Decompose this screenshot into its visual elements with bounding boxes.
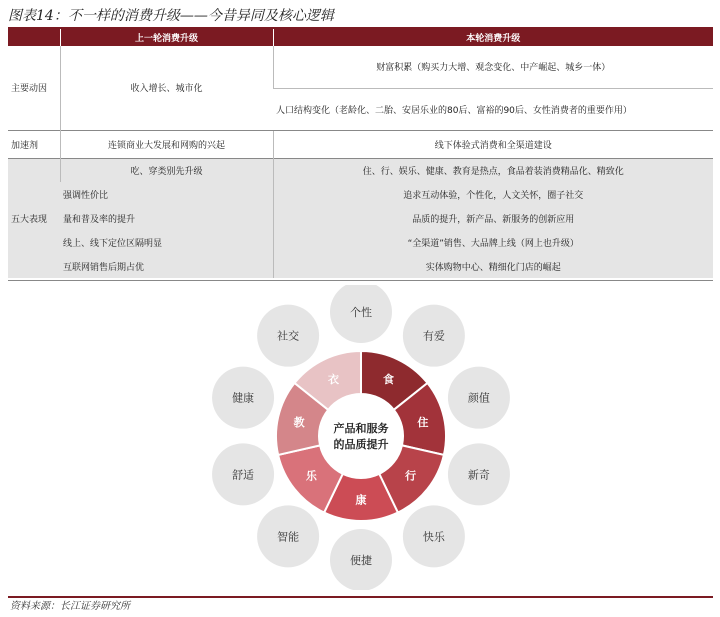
feature-prev: 线上、线下定位区隔明显: [60, 230, 273, 254]
center-text-line1: 产品和服务: [333, 422, 389, 435]
feature-prev: 强调性价比: [60, 182, 273, 206]
table-row: [8, 206, 713, 230]
row-label-features: 五大表现: [8, 158, 60, 278]
table-row: [8, 46, 713, 88]
outer-attribute-label: 新奇: [467, 468, 490, 482]
figure-title: 图表14：不一样的消费升级——今昔异同及核心逻辑: [8, 8, 334, 24]
ring-segment-label: 食: [383, 372, 395, 386]
ring-segment-label: 乐: [305, 469, 317, 483]
outer-attribute-label: 舒适: [232, 468, 255, 482]
feature-prev: 互联网销售后期占优: [60, 254, 273, 278]
outer-attribute-label: 有爱: [422, 329, 445, 343]
ring-segment-label: 衣: [327, 372, 339, 386]
table-row: [8, 130, 713, 158]
outer-attribute-label: 个性: [350, 306, 372, 319]
feature-curr: 实体购物中心、精细化门店的崛起: [273, 254, 713, 278]
row-label-driver: 主要动因: [8, 46, 60, 130]
row-label-accelerator: 加速剂: [8, 130, 60, 158]
quality-upgrade-diagram: [0, 285, 720, 590]
table-row: [8, 254, 713, 278]
driver-prev: 收入增长、城市化: [60, 46, 273, 130]
outer-attribute-label: 快乐: [422, 530, 445, 544]
accelerator-prev: 连锁商业大发展和网购的兴起: [60, 130, 273, 158]
outer-attribute-label: 颜值: [467, 391, 490, 405]
ring-segment-label: 住: [417, 415, 429, 429]
ring-segment-label: 行: [405, 469, 417, 483]
outer-attribute-label: 便捷: [350, 554, 372, 567]
table-row: [8, 182, 713, 206]
center-circle: [322, 397, 400, 475]
driver-curr-1: 财富积累（购买力大增、观念变化、中产崛起、城乡一体）: [273, 46, 713, 88]
outer-attribute-label: 社交: [277, 329, 300, 343]
accelerator-curr: 线下体验式消费和全渠道建设: [273, 130, 713, 158]
feature-curr: 追求互动体验，个性化，人文关怀，圈子社交: [273, 182, 713, 206]
driver-curr-2: 人口结构变化（老龄化、二胎、安居乐业的80后、富裕的90后、女性消费者的重要作用）: [273, 88, 713, 130]
header-blank: [8, 29, 60, 46]
source-note: 资料来源：长江证券研究所: [10, 601, 130, 612]
table-row: [8, 230, 713, 254]
ring-segment-label: 教: [293, 415, 305, 429]
feature-prev: 量和普及率的提升: [60, 206, 273, 230]
outer-attribute-label: 健康: [232, 391, 255, 405]
outer-attribute-label: 智能: [277, 530, 300, 544]
table-bottom-rule: [8, 280, 713, 281]
feature-curr: 住、行、娱乐、健康、教育是热点，食品着装消费精品化、精致化: [273, 158, 713, 182]
comparison-table: [8, 29, 713, 278]
feature-curr: “全渠道”销售、大品牌上线（网上也升级）: [273, 230, 713, 254]
feature-prev: 吃、穿类别先升级: [60, 158, 273, 182]
header-prev-round: 上一轮消费升级: [60, 29, 273, 46]
header-this-round: 本轮消费升级: [273, 29, 713, 46]
table-row: [8, 158, 713, 182]
center-text-line2: 的品质提升: [333, 438, 389, 451]
ring-segment-label: 康: [355, 493, 367, 507]
table-header-row: [8, 29, 713, 46]
feature-curr: 品质的提升，新产品、新服务的创新应用: [273, 206, 713, 230]
